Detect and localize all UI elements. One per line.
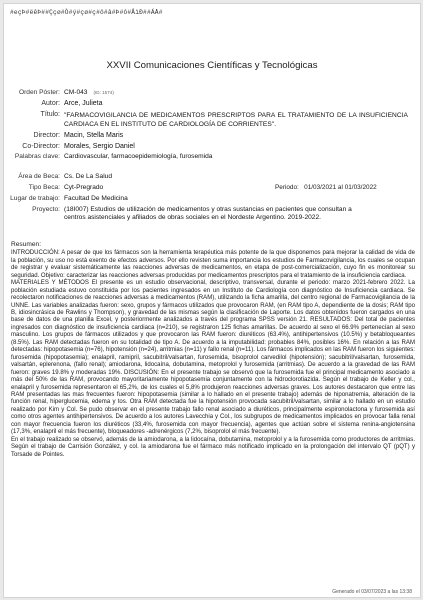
palabras-value: Cardiovascular, farmacoepidemiología, furosemida xyxy=(64,153,213,160)
periodo-block xyxy=(275,184,377,192)
tipo-value: Cyt-Pregrado xyxy=(64,184,104,191)
periodo-to: 01/03/2022 xyxy=(344,184,377,191)
orden-value: CM-043 xyxy=(64,89,88,96)
orden-label: Orden Póster: xyxy=(18,89,60,96)
barcode-text: #eçÞ#ëêÞ##Ççø#Ò#ý#çø#ç#ô#â#Þ#ô#ÂìÐ##ÁÅ# xyxy=(10,9,163,16)
proyecto-label: Proyecto: xyxy=(32,206,60,213)
periodo-label: Periodo: xyxy=(275,184,299,191)
codirector-value: Morales, Sergio Daniel xyxy=(64,143,135,150)
orden-id: (ID: 1574) xyxy=(93,90,114,95)
codirector-label: Co-Director: xyxy=(22,143,60,150)
titulo-value: "FARMACOVIGILANCIA DE MEDICAMENTOS PRESCRIPTOS PARA EL TRATAMIENTO DE LA INSUFICIENCIA CARDIACA EN EL INSTITUTO DE CARDIOLOGÍA DE CORRIENTES". xyxy=(64,112,408,128)
proyecto-value: (18I007) Estudios de utilización de medicamentos y otras sustancias en pacientes que consultan a centros asistenciales y afiliados de obras sociales en el Nordeste Argentino. 2019-2022. xyxy=(64,206,352,222)
area-label: Área de Beca: xyxy=(18,173,60,180)
periodo-sep: al xyxy=(337,184,343,191)
page-title: XXVII Comunicaciones Científicas y Tecnológicas xyxy=(106,60,318,71)
resumen-text: INTRODUCCIÓN: A pesar de que los fármacos son la herramienta terapéutica más potente de la que disponemos para mejorar la calidad de vida de la población, su uso no está exento de efectos adversos. Por ello revisten suma importancia los estudios de Farmacovigilancia, los cuales se ocupan de registrar y evaluar sistemáticamente las reacciones adversas de medicamentos, en etapa de post-comercialización, cuyo fin es monitorear su seguridad. Objetivo: caracterizar las reacciones adversas producidas por medicamentos prescriptos para el tratamiento de la insuficiencia cardiaca. MATERIALES Y MÉTODOS El presente es un estudio observacional, descriptivo, transversal, durante el periodo: marzo 2021-febrero 2022. La población estudiada estuvo constituida por los pacientes ingresados en un Instituto de Cardiología con diagnóstico de Insuficiencia cardiaca. Se recolectaron notificaciones de reacciones adversas a medicamentos (RAM), utilizando la ficha amarilla, del centro regional de Farmacovigilancia de la UNNE. Las variables analizadas fueron: sexo, grupos y fármacos utilizados que provocaron RAM, (en RAM tipo A, dependiente de la dosis; RAM tipo B, idiosincrásica de Rawlins y Thompson), y gravedad de las mismas según la clasificación de Laporte. Los datos obtenidos fueron cargados en una base de datos de una planilla Excel, y posteriormente analizados a través del programa SPSS versión 21. RESULTADOS: Del total de pacientes ingresados con diagnóstico de insuficiencia cardiaca (n=210), se registraron 125 fichas amarillas. De acuerdo al sexo el 66.9% pertenecían al sexo masculino. Los grupos de fármacos utilizados y que provocaron las RAM fueron: diuréticos (63.4%), antihipertensivos (10.5%) y betabloqueantes (8.5%). Las RAM detectadas fueron en su totalidad de tipo A. De acuerdo a la imputabilidad: probables 84%, posibles 16%. En relación a las RAM detectadas: hipopotasemia (n=76), hipotensión (n=24), arritmias (n=11) y fallo renal (n=11). Los fármacos implicados en las RAM fueron los siguientes: furosemida (hipopotasemia); enalapril, ramipril, sacubitril/valsartan, furosemida, bisoprolol carvedilol (hipotensión); sacubitril/valsartan, furosemida, valsartán, eplerenona, (fallo renal); amiodarona, lidocaína, dobutamina, metoprolol y furosemida (arritmias). De acuerdo a la gravedad de las RAM fueron: graves 19.8% y moderadas 19%. DISCUSIÓN: En el presente trabajo se observó que la furosemida fue el principal medicamento asociado a más del 50% de las RAM, provocando mayoritariamente hipopotasemia conjuntamente con la hidroclorotiazida. Según el trabajo de Keller y col., enalapril y furosemida representaron el 65,2%, de los cuales el 5,8% produjeron reacciones adversas graves. Los autores destacaron que entre las RAM presentadas las mas frecuentes fueron: hipopotasemia (similar a lo hallado en el presente trabajo) además de hiponatremia, alteración de la función renal, hiperglucemia, edema y tos. Otra RAM detectada fue la hipotensión provocada sacubitril/valsartan, similar a lo hallado en un estudio realizado por Kim y Col. Se pudo observar en el presente trabajo fallo renal asociado a diuréticos, principalmente espironolactona y furosemida así como otros agentes antihipertensivos. De acuerdo a los autores Lavecchia y Col., los subgrupos de medicamentos implicados en provocar falla renal con mayor frecuencia fueron los diuréticos (33,4%, furosemida con mayor frecuencia), agentes que actúan sobre el sistema renina-angiotensina (17,3%, enalapril el más frecuente), bloqueadores -adrenérgicos (7,2%, bisoprolol el más frecuente). En el trabajo realizado se observó, además de la amiodarona, a la lidocaína, dobutamina, metoprolol y a la furosemida como productores de arritmias. Según el trabajo de Carrisión González, y col. la amiodarona fue el fármaco más notificado implicado en la prolongación del intervalo QT (pQT) y Torsade de Pointes. xyxy=(11,250,415,458)
tipo-label: Tipo Beca: xyxy=(28,184,60,191)
autor-label: Autor: xyxy=(41,100,60,107)
director-value: Macin, Stella Maris xyxy=(64,132,124,139)
poster-page xyxy=(3,3,421,598)
palabras-label: Palabras clave: xyxy=(14,153,60,160)
titulo-label: Título: xyxy=(40,111,60,118)
orden-value-wrap xyxy=(64,89,114,97)
lugar-value: Facultad De Medicina xyxy=(64,195,128,202)
periodo-from: 01/03/2021 xyxy=(304,184,337,191)
autor-value: Arce, Julieta xyxy=(64,100,103,107)
area-value: Cs. De La Salud xyxy=(64,173,113,180)
generated-footer: Generado el 03/07/2023 a las 13:38 xyxy=(332,589,412,595)
director-label: Director: xyxy=(33,132,60,139)
lugar-label: Lugar de trabajo: xyxy=(10,195,60,202)
resumen-heading: Resumen: xyxy=(11,241,42,249)
